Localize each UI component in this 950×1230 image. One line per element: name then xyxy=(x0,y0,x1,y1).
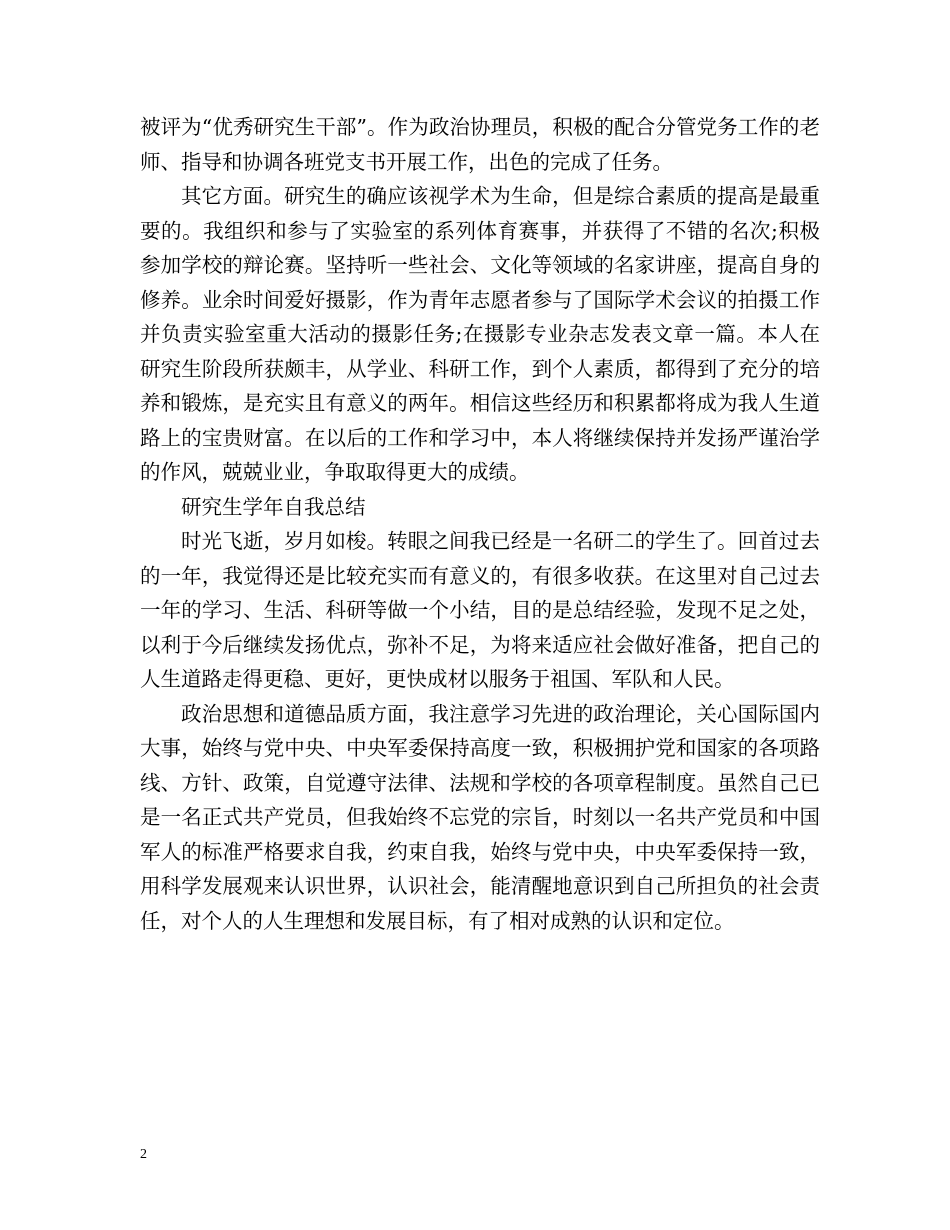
paragraph-continued: 被评为“优秀研究生干部”。作为政治协理员，积极的配合分管党务工作的老师、指导和协调各班党支书开展工作，出色的完成了任务。 xyxy=(140,115,820,174)
section-heading: 研究生学年自我总结 xyxy=(181,494,366,519)
body-text xyxy=(140,110,820,938)
page-number: 2 xyxy=(140,1147,147,1162)
paragraph-intro: 时光飞逝，岁月如梭。转眼之间我已经是一名研二的学生了。回首过去的一年，我觉得还是比较充实而有意义的，有很多收获。在这里对自己过去一年的学习、生活、科研等做一个小结，目的是总结经验，发现不足之处，以利于今后继续发扬优点，弥补不足，为将来适应社会做好准备，把自己的人生道路走得更稳、更好，更快成材以服务于祖国、军队和人民。 xyxy=(140,529,820,691)
paragraph-political: 政治思想和道德品质方面，我注意学习先进的政治理论，关心国际国内大事，始终与党中央、中央军委保持高度一致，积极拥护党和国家的各项路线、方针、政策，自觉遵守法律、法规和学校的各项章程制度。虽然自己已是一名正式共产党员，但我始终不忘党的宗旨，时刻以一名共产党员和中国军人的标准严格要求自我，约束自我，始终与党中央，中央军委保持一致，用科学发展观来认识世界，认识社会，能清醒地意识到自己所担负的社会责任，对个人的人生理想和发展目标，有了相对成熟的认识和定位。 xyxy=(140,701,820,933)
paragraph-other-aspects: 其它方面。研究生的确应该视学术为生命，但是综合素质的提高是最重要的。我组织和参与了实验室的系列体育赛事，并获得了不错的名次;积极参加学校的辩论赛。坚持听一些社会、文化等领域的名家讲座，提高自身的修养。业余时间爱好摄影，作为青年志愿者参与了国际学术会议的拍摄工作并负责实验室重大活动的摄影任务;在摄影专业杂志发表文章一篇。本人在研究生阶段所获颇丰，从学业、科研工作，到个人素质，都得到了充分的培养和锻炼，是充实且有意义的两年。相信这些经历和积累都将成为我人生道路上的宝贵财富。在以后的工作和学习中，本人将继续保持并发扬严谨治学的作风，兢兢业业，争取取得更大的成绩。 xyxy=(140,184,820,484)
